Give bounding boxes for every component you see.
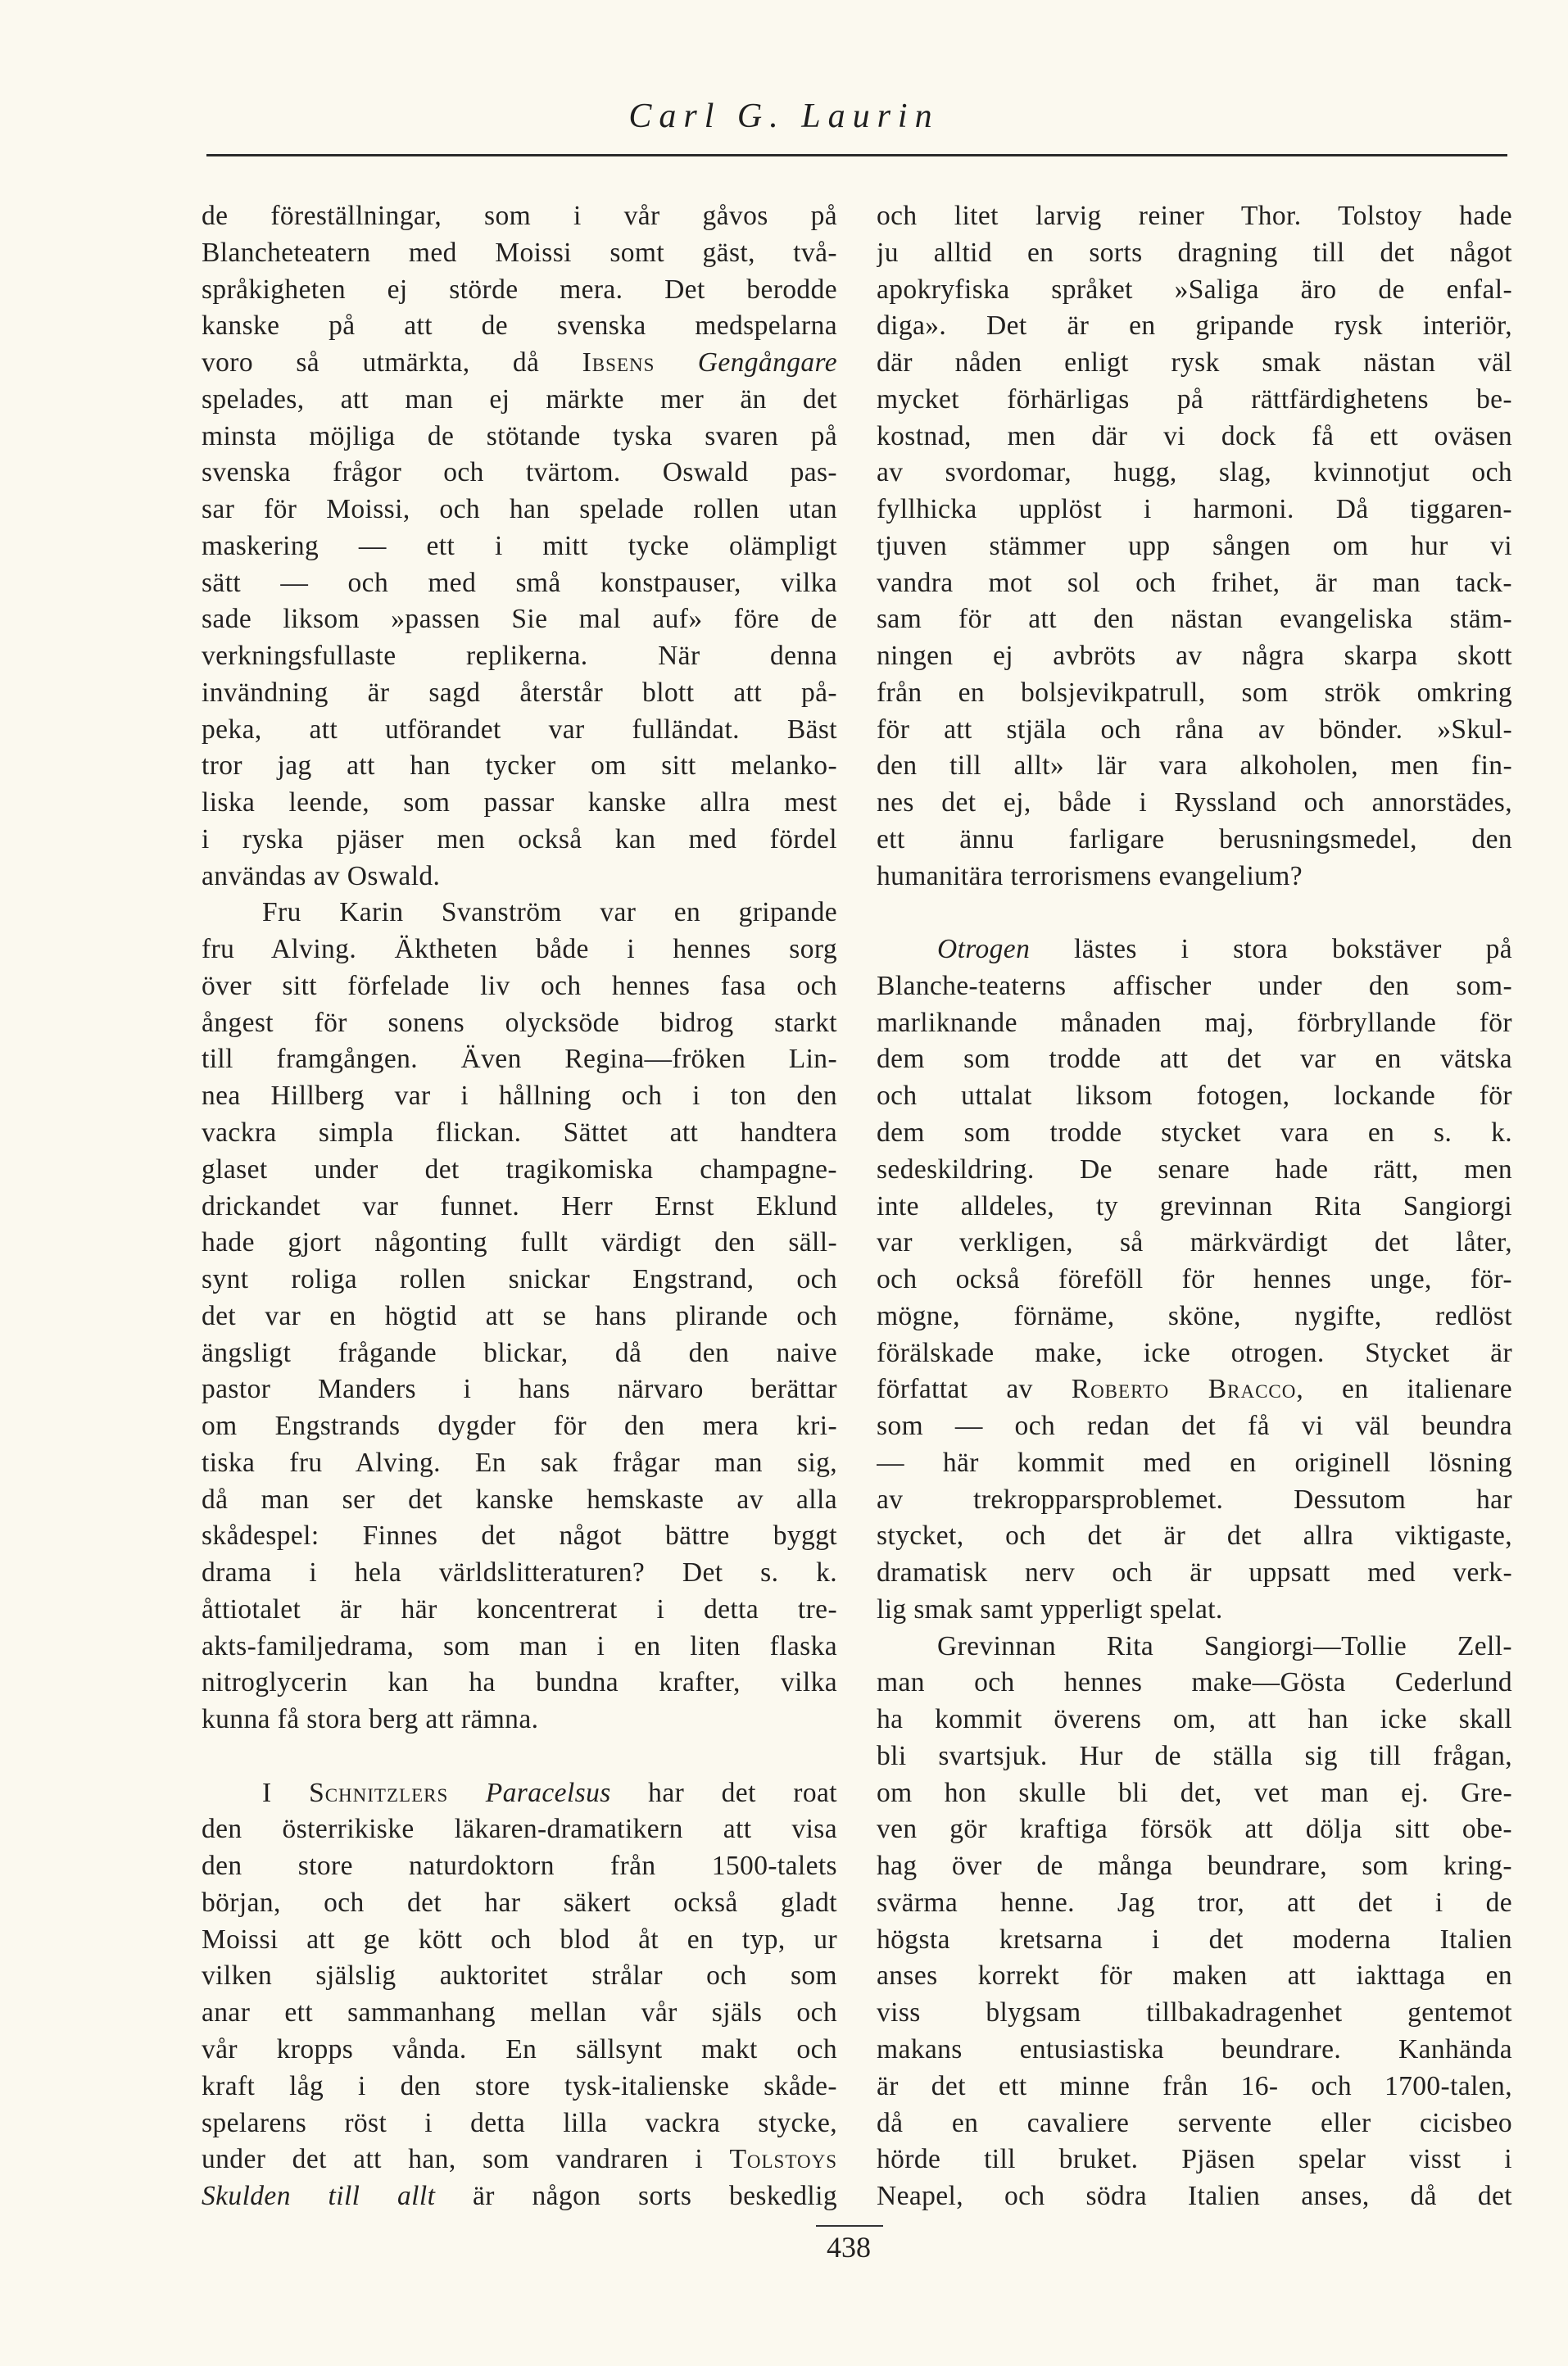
text-run: i ryska pjäser men också kan med fördel: [202, 823, 837, 854]
text-run: tjuven stämmer upp sången om hur vi: [877, 530, 1512, 561]
text-run: för att stjäla och råna av bönder. »Skul-: [877, 714, 1512, 745]
text-line: [877, 1371, 1512, 1407]
text-run: spelades, att man ej märkte mer än det: [202, 383, 837, 415]
small-caps-name: Schnitzlers: [309, 1777, 449, 1808]
text-run: och också föreföll för hennes unge, för-: [877, 1264, 1512, 1295]
text-line: [877, 1628, 1512, 1665]
running-title: Carl G. Laurin: [628, 97, 940, 135]
text-line: [202, 1884, 837, 1921]
text-line: [877, 931, 1512, 968]
text-line: [877, 1701, 1512, 1738]
text-line: [202, 1517, 837, 1554]
text-run: språkigheten ej störde mera. Det berodde: [202, 274, 837, 305]
text-line: [877, 784, 1512, 821]
text-line: [202, 234, 837, 271]
text-line: [877, 271, 1512, 308]
text-run: författat av: [877, 1374, 1072, 1405]
text-run: skådespel: Finnes det något bättre byggt: [202, 1521, 837, 1552]
text-line: [202, 2141, 837, 2178]
text-line: [202, 381, 837, 418]
text-run: ett ännu farligare berusningsmedel, den: [877, 823, 1512, 854]
text-line: [877, 491, 1512, 528]
text-line: [877, 1407, 1512, 1444]
text-run: till framgången. Även Regina—fröken Lin-: [202, 1044, 837, 1075]
text-run: där nåden enligt rysk smak nästan väl: [877, 347, 1512, 378]
text-line: [202, 197, 837, 234]
text-line: [877, 1004, 1512, 1041]
text-run: vandra mot sol och frihet, är man tack-: [877, 567, 1512, 598]
text-line: [202, 674, 837, 711]
text-run: av svordomar, hugg, slag, kvinnotjut och: [877, 457, 1512, 488]
text-line: [202, 637, 837, 674]
text-run: ha kommit överens om, att han icke skall: [877, 1704, 1512, 1735]
text-run: man och hennes make—Gösta Cederlund: [877, 1667, 1512, 1698]
text-run: synt roliga rollen snickar Engstrand, och: [202, 1264, 837, 1295]
text-run: maskering — ett i mitt tycke olämpligt: [202, 530, 837, 561]
text-run: över sitt förfelade liv och hennes fasa och: [202, 970, 837, 1001]
text-line: [202, 2178, 837, 2214]
text-line: [877, 564, 1512, 601]
text-line: [202, 1591, 837, 1628]
text-run: anar ett sammanhang mellan vår själs och: [202, 1997, 837, 2028]
text-line: [877, 1994, 1512, 2031]
text-line: [202, 601, 837, 637]
header-rule: [206, 154, 1507, 156]
text-line: [202, 1298, 837, 1335]
text-run: ängsligt frågande blickar, då den naive: [202, 1337, 837, 1368]
text-run: av trekropparsproblemet. Dessutom har: [877, 1484, 1512, 1515]
text-run: nitroglycerin kan ha bundna krafter, vilka: [202, 1667, 837, 1698]
text-run: verkningsfullaste replikerna. När denna: [202, 641, 837, 672]
text-run: fyllhicka upplöst i harmoni. Då tiggaren-: [877, 494, 1512, 525]
text-run: [655, 347, 697, 378]
text-line: [877, 1040, 1512, 1077]
text-run: de föreställningar, som i vår gåvos på: [202, 201, 837, 231]
text-line: [877, 1884, 1512, 1921]
text-run: Grevinnan Rita Sangiorgi—Tollie Zell-: [937, 1630, 1512, 1661]
text-run: kraft låg i den store tysk-italienske skåde-: [202, 2070, 837, 2101]
text-run: om hon skulle bli det, vet man ej. Gre-: [877, 1777, 1512, 1808]
text-run: om Engstrands dygder för den mera kri-: [202, 1411, 837, 1442]
text-run: sätt — och med små konstpauser, vilka: [202, 567, 837, 598]
text-run: voro så utmärkta, då: [202, 347, 582, 378]
text-line: [202, 2068, 837, 2105]
text-run: diga». Det är en gripande rysk interiör,: [877, 310, 1512, 342]
text-line: [202, 1040, 837, 1077]
text-run: då en cavaliere servente eller cicisbeo: [877, 2107, 1512, 2138]
text-run: från en bolsjevikpatrull, som strök omkring: [877, 677, 1512, 708]
text-line: [202, 1664, 837, 1701]
text-run: dem som trodde stycket vara en s. k.: [877, 1117, 1512, 1148]
text-run: sade liksom »passen Sie mal auf» före de: [202, 604, 837, 635]
text-run: var verkligen, så märkvärdigt det låter,: [877, 1227, 1512, 1258]
text-line: [202, 968, 837, 1004]
italic-title: Gengångare: [697, 347, 837, 378]
text-line: [202, 1224, 837, 1261]
text-run: fru Alving. Äktheten både i hennes sorg: [202, 934, 837, 965]
text-line: [202, 564, 837, 601]
text-run: nes det ej, både i Ryssland och annorstädes,: [877, 787, 1512, 818]
text-line: [202, 784, 837, 821]
text-run: kanske på att de svenska medspelarna: [202, 310, 837, 342]
text-line: [877, 601, 1512, 637]
text-run: vackra simpla flickan. Sättet att handtera: [202, 1117, 837, 1148]
text-run: den till allt» lär vara alkoholen, men fin-: [877, 750, 1512, 782]
text-line: [202, 1554, 837, 1591]
text-run: ningen ej avbröts av några skarpa skott: [877, 641, 1512, 672]
text-line: [202, 1151, 837, 1188]
text-run: mycket förhärligas på rättfärdighetens be-: [877, 383, 1512, 415]
text-run: I: [262, 1777, 310, 1808]
text-run: början, och det har säkert också gladt: [202, 1887, 837, 1918]
text-line: [202, 1114, 837, 1151]
text-line: [202, 1444, 837, 1481]
text-run: den store naturdoktorn från 1500-talets: [202, 1851, 837, 1882]
text-line: [877, 2031, 1512, 2068]
text-run: pastor Manders i hans närvaro berättar: [202, 1374, 837, 1405]
text-run: kostnad, men där vi dock få ett oväsen: [877, 420, 1512, 451]
small-caps-name: Roberto Bracco: [1071, 1374, 1297, 1405]
text-line: [202, 1957, 837, 1994]
text-run: Fru Karin Svanström var en gripande: [262, 897, 837, 928]
text-run: har det roat: [610, 1777, 837, 1808]
text-run: den österrikiske läkaren-dramatikern att visa: [202, 1814, 837, 1845]
italic-title: Otrogen: [937, 934, 1031, 965]
text-line: [202, 1261, 837, 1298]
text-line: [202, 1188, 837, 1225]
text-run: drama i hela världslitteraturen? Det s. k.: [202, 1557, 837, 1589]
text-run: sar för Moissi, och han spelade rollen utan: [202, 494, 837, 525]
text-run: kunna få stora berg att rämna.: [202, 1704, 539, 1735]
text-line: [877, 2141, 1512, 2178]
text-run: dramatisk nerv och är uppsatt med verk-: [877, 1557, 1512, 1589]
text-run: åttiotalet är här koncentrerat i detta tre-: [202, 1593, 837, 1625]
italic-title: Paracelsus: [485, 1777, 611, 1808]
text-run: marliknande månaden maj, förbryllande för: [877, 1007, 1512, 1038]
text-run: — här kommit med en originell lösning: [877, 1447, 1512, 1478]
text-line: [202, 747, 837, 784]
text-run: tror jag att han tycker om sitt melanko-: [202, 750, 837, 782]
text-line: [877, 1224, 1512, 1261]
text-line: [877, 234, 1512, 271]
text-line: [877, 344, 1512, 381]
text-line: [202, 418, 837, 455]
text-line: [202, 491, 837, 528]
text-run: användas av Oswald.: [202, 860, 441, 891]
text-run: Neapel, och södra Italien anses, då det: [877, 2181, 1512, 2212]
text-run: , en italienare: [1296, 1374, 1512, 1405]
text-run: under det att han, som vandraren i: [202, 2144, 730, 2175]
text-run: [448, 1778, 486, 1808]
page-number-rule: [816, 2225, 883, 2227]
text-run: högsta kretsarna i det moderna Italien: [877, 1924, 1512, 1955]
text-line: [202, 1628, 837, 1665]
text-line: [877, 2178, 1512, 2214]
text-run: anses korrekt för maken att iakttaga en: [877, 1960, 1512, 1992]
text-line: [877, 1921, 1512, 1958]
text-run: drickandet var funnet. Herr Ernst Eklund: [202, 1190, 837, 1222]
text-line: [877, 1811, 1512, 1847]
text-run: viss blygsam tillbakadragenhet gentemot: [877, 1997, 1512, 2028]
text-line: [202, 2105, 837, 2142]
text-run: sedeskildring. De senare hade rätt, men: [877, 1154, 1512, 1185]
text-line: [877, 1738, 1512, 1774]
text-run: hag över de många beundrare, som kring-: [877, 1851, 1512, 1882]
text-run: makans entusiastiska beundrare. Kanhända: [877, 2034, 1512, 2065]
text-run: Moissi att ge kött och blod åt en typ, ur: [202, 1924, 837, 1955]
text-run: svenska frågor och tvärtom. Oswald pas-: [202, 457, 837, 488]
small-caps-name: Tolstoys: [729, 2144, 837, 2175]
text-line: [877, 968, 1512, 1004]
text-run: Blanche-teaterns affischer under den som-: [877, 970, 1512, 1001]
text-run: och uttalat liksom fotogen, lockande för: [877, 1081, 1512, 1112]
text-line: [202, 711, 837, 748]
text-line: [877, 528, 1512, 564]
text-line: [877, 1335, 1512, 1371]
text-run: mögne, förnäme, sköne, nygifte, redlöst: [877, 1300, 1512, 1331]
text-line: [877, 1151, 1512, 1188]
text-line: [202, 931, 837, 968]
text-line: [202, 1004, 837, 1041]
text-line: [202, 1701, 837, 1738]
page-number: 438: [827, 2231, 871, 2264]
text-line: [202, 1847, 837, 1884]
text-run: ju alltid en sorts dragning till det något: [877, 237, 1512, 268]
text-run: och litet larvig reiner Thor. Tolstoy hade: [877, 201, 1512, 231]
text-run: då man ser det kanske hemskaste av alla: [202, 1484, 837, 1515]
text-line: [202, 1407, 837, 1444]
text-run: förälskade make, icke otrogen. Stycket är: [877, 1337, 1512, 1368]
text-run: liska leende, som passar kanske allra mest: [202, 787, 837, 818]
text-run: tiska fru Alving. En sak frågar man sig,: [202, 1447, 837, 1478]
text-run: inte alldeles, ty grevinnan Rita Sangiorgi: [877, 1190, 1512, 1222]
text-line: [877, 711, 1512, 748]
text-line: [202, 528, 837, 564]
text-line: [202, 271, 837, 308]
text-run: sam för att den nästan evangeliska stäm-: [877, 604, 1512, 635]
text-line: [202, 1077, 837, 1114]
text-run: nea Hillberg var i hållning och i ton den: [202, 1081, 837, 1112]
text-run: spelarens röst i detta lilla vackra stycke,: [202, 2107, 837, 2138]
text-run: är det ett minne från 16- och 1700-talen,: [877, 2070, 1512, 2101]
text-run: Blancheteatern med Moissi somt gäst, två-: [202, 237, 837, 268]
text-line: [877, 637, 1512, 674]
text-line: [877, 1298, 1512, 1335]
text-run: som — och redan det få vi väl beundra: [877, 1411, 1512, 1442]
text-line: [202, 821, 837, 858]
text-run: är någon sorts beskedlig: [435, 2181, 837, 2212]
text-line: [202, 307, 837, 344]
text-run: invändning är sagd återstår blott att på-: [202, 677, 837, 708]
text-run: apokryfiska språket »Saliga äro de enfal-: [877, 274, 1512, 305]
text-line: [877, 1261, 1512, 1298]
text-run: vilken själslig auktoritet strålar och som: [202, 1960, 837, 1992]
text-run: lästes i stora bokstäver på: [1030, 934, 1512, 965]
text-run: hörde till bruket. Pjäsen spelar visst i: [877, 2144, 1512, 2175]
text-run: svärma henne. Jag tror, att det i de: [877, 1887, 1512, 1918]
text-line: [202, 1481, 837, 1518]
text-line: [877, 1664, 1512, 1701]
text-line: [877, 1554, 1512, 1591]
text-run: peka, att utförandet var fulländat. Bäst: [202, 714, 837, 745]
text-line: [877, 1591, 1512, 1628]
text-line: [877, 418, 1512, 455]
text-line: [202, 1371, 837, 1407]
text-run: minsta möjliga de stötande tyska svaren på: [202, 420, 837, 451]
text-line: [877, 1114, 1512, 1151]
text-line: [202, 344, 837, 381]
text-line: [877, 674, 1512, 711]
text-line: [877, 821, 1512, 858]
text-run: dem som trodde att det var en vätska: [877, 1044, 1512, 1075]
text-line: [202, 454, 837, 491]
small-caps-name: Ibsens: [582, 347, 655, 378]
text-line: [202, 2031, 837, 2068]
text-line: [202, 1811, 837, 1847]
text-line: [877, 1444, 1512, 1481]
text-line: [877, 2068, 1512, 2105]
text-run: vår kropps vånda. En sällsynt makt och: [202, 2034, 837, 2065]
text-line: [877, 1774, 1512, 1811]
text-run: bli svartsjuk. Hur de ställa sig till frågan,: [877, 1740, 1512, 1771]
text-run: det var en högtid att se hans plirande och: [202, 1300, 837, 1331]
text-line: [877, 2105, 1512, 2142]
text-line: [877, 1517, 1512, 1554]
text-line: [877, 1188, 1512, 1225]
text-line: [877, 1077, 1512, 1114]
text-run: hade gjort någonting fullt värdigt den säll-: [202, 1227, 837, 1258]
text-line: [202, 858, 837, 895]
text-run: stycket, och det är det allra viktigaste,: [877, 1521, 1512, 1552]
text-run: ångest för sonens olycksöde bidrog starkt: [202, 1007, 837, 1038]
text-line: [877, 747, 1512, 784]
text-line: [202, 1335, 837, 1371]
text-line: [202, 1921, 837, 1958]
text-line: [877, 858, 1512, 895]
text-line: [877, 1847, 1512, 1884]
text-line: [877, 197, 1512, 234]
text-line: [202, 894, 837, 931]
text-line: [202, 1774, 837, 1811]
italic-title: Skulden till allt: [202, 2181, 436, 2212]
text-line: [877, 307, 1512, 344]
text-run: lig smak samt ypperligt spelat.: [877, 1593, 1223, 1625]
text-line: [877, 381, 1512, 418]
text-run: ven gör kraftiga försök att dölja sitt obe-: [877, 1814, 1512, 1845]
text-line: [202, 1994, 837, 2031]
text-run: glaset under det tragikomiska champagne-: [202, 1154, 837, 1185]
text-line: [877, 454, 1512, 491]
text-line: [877, 1957, 1512, 1994]
text-run: akts-familjedrama, som man i en liten flaska: [202, 1630, 837, 1661]
text-line: [877, 1481, 1512, 1518]
text-run: humanitära terrorismens evangelium?: [877, 860, 1303, 891]
